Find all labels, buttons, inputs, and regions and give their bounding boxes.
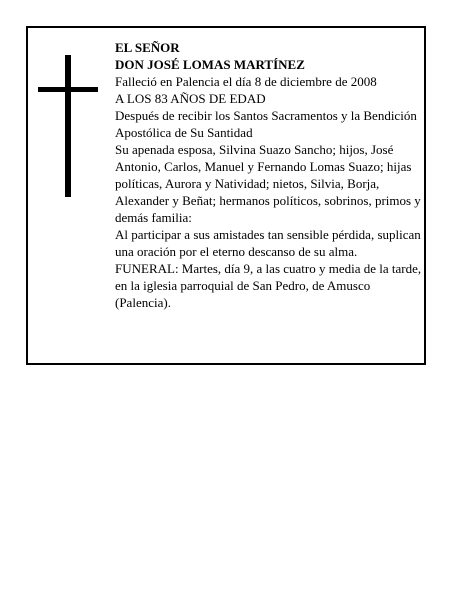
- cross-vertical-bar: [65, 55, 71, 197]
- obituary-text: [115, 39, 423, 311]
- death-info: Falleció en Palencia el día 8 de diciembre de 2008: [115, 74, 377, 89]
- deceased-name: DON JOSÉ LOMAS MARTÍNEZ: [115, 57, 305, 72]
- title-line: EL SEÑOR: [115, 40, 180, 55]
- funeral-paragraph: FUNERAL: Martes, día 9, a las cuatro y media de la tarde, en la iglesia parroquial de San Pedro, de Amusco (Palencia).: [115, 261, 422, 310]
- request-paragraph: Al participar a sus amistades tan sensible pérdida, suplican una oración por el eterno descanso de su alma.: [115, 227, 421, 259]
- family-paragraph: Su apenada esposa, Silvina Suazo Sancho; hijos, José Antonio, Carlos, Manuel y Fernando Lomas Suazo; hijas políticas, Aurora y Natividad; nietos, Silvia, Borja, Alexander y Beñat; hermanos políticos, sobrinos, primos y demás familia:: [115, 142, 421, 225]
- obituary-notice: [26, 26, 426, 365]
- cross-icon: [38, 55, 98, 197]
- age-line: A LOS 83 AÑOS DE EDAD: [115, 91, 266, 106]
- cross-horizontal-bar: [38, 87, 98, 92]
- sacraments-paragraph: Después de recibir los Santos Sacramentos y la Bendición Apostólica de Su Santidad: [115, 108, 417, 140]
